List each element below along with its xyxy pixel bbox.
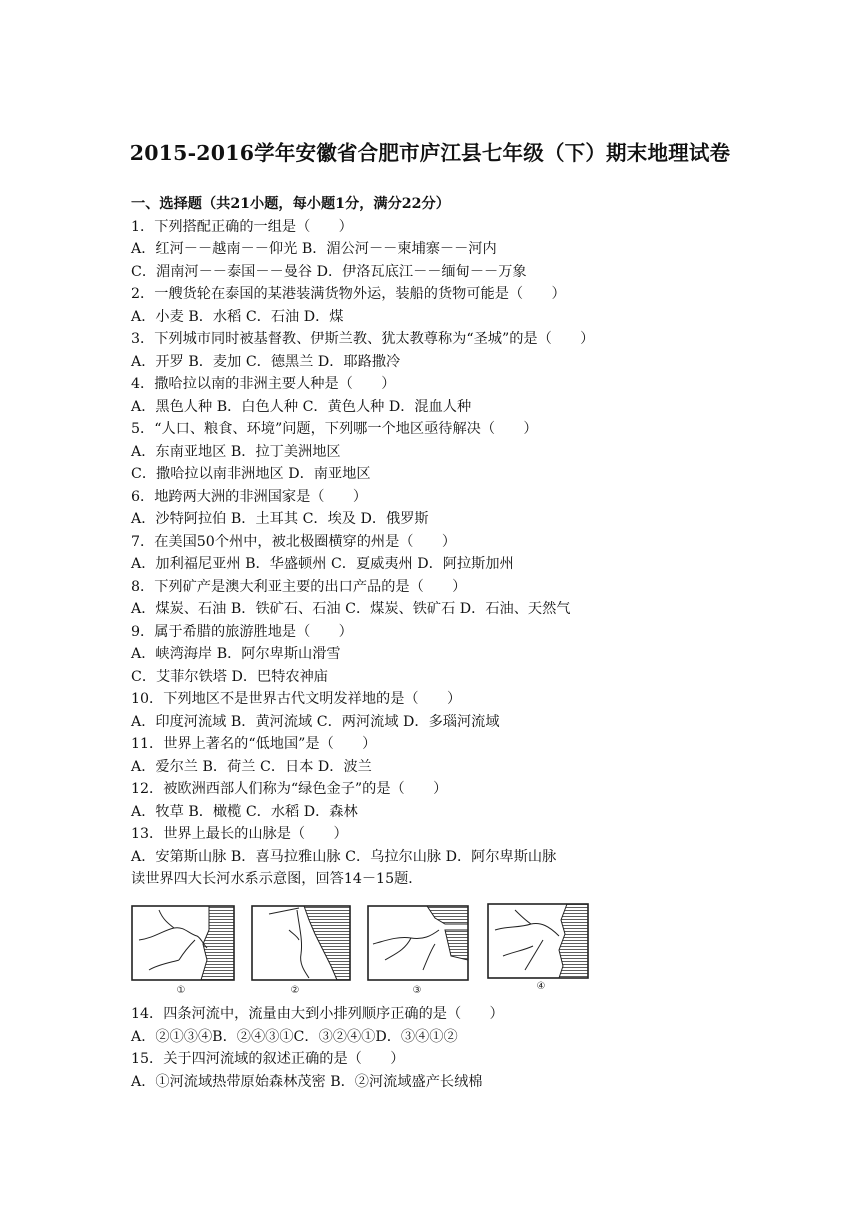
- question-stem: 5．“人口、粮食、环境”问题，下列哪一个地区亟待解决（ ）: [131, 421, 538, 437]
- question-stem: 6．地跨两大洲的非洲国家是（ ）: [131, 488, 368, 505]
- map-label-2: ②: [290, 985, 300, 996]
- question-stem: 11．世界上著名的“低地国”是（ ）: [131, 736, 377, 752]
- question-options: A．②①③④B．②④③①C．③②④①D．③④①②: [131, 1028, 458, 1045]
- question-stem: 13．世界上最长的山脉是（ ）: [131, 826, 348, 842]
- question-options: A．峡湾海岸 B．阿尔卑斯山滑雪: [131, 646, 341, 662]
- question-options: A．印度河流域 B．黄河流域 C．两河流域 D．多瑙河流域: [131, 713, 500, 730]
- question-stem: 9．属于希腊的旅游胜地是（ ）: [131, 623, 353, 640]
- question-options: A．东南亚地区 B．拉丁美洲地区: [131, 443, 341, 460]
- question-options: C．湄南河－－泰国－－曼谷 D．伊洛瓦底江－－缅甸－－万象: [131, 263, 527, 280]
- page-title: 2015-2016学年安徽省合肥市庐江县七年级（下）期末地理试卷: [129, 141, 731, 165]
- question-stem: 12．被欧洲西部人们称为“绿色金子”的是（ ）: [131, 781, 448, 797]
- section-heading: 一、选择题（共21小题，每小题1分，满分22分）: [131, 196, 450, 212]
- question-stem: 2．一艘货轮在泰国的某港装满货物外运，装船的货物可能是（ ）: [131, 286, 566, 302]
- question-options: A．①河流域热带原始森林茂密 B．②河流域盛产长绒棉: [131, 1073, 483, 1090]
- question-options: A．黑色人种 B．白色人种 C．黄色人种 D．混血人种: [131, 398, 472, 415]
- question-options: A．安第斯山脉 B．喜马拉雅山脉 C．乌拉尔山脉 D．阿尔卑斯山脉: [131, 848, 557, 865]
- question-stem: 读世界四大长河水系示意图，回答14－15题．: [131, 871, 423, 887]
- map-label-3: ③: [412, 985, 422, 996]
- river-system-maps: [129, 900, 599, 996]
- question-options: A．开罗 B．麦加 C．德黑兰 D．耶路撒冷: [131, 353, 401, 370]
- question-stem: 8．下列矿产是澳大利亚主要的出口产品的是（ ）: [131, 578, 467, 595]
- question-list-part1: [131, 193, 811, 891]
- river-map-1: [129, 900, 239, 996]
- question-options: A．爱尔兰 B．荷兰 C．日本 D．波兰: [131, 758, 372, 775]
- question-stem: 3．下列城市同时被基督教、伊斯兰教、犹太教尊称为“圣城”的是（ ）: [131, 331, 595, 347]
- question-stem: 4．撒哈拉以南的非洲主要人种是（ ）: [131, 376, 396, 392]
- question-stem: 10．下列地区不是世界古代文明发祥地的是（ ）: [131, 691, 462, 707]
- question-stem: 14．四条河流中，流量由大到小排列顺序正确的是（ ）: [131, 1006, 504, 1022]
- question-options: A．加利福尼亚州 B．华盛顿州 C．夏威夷州 D．阿拉斯加州: [131, 556, 514, 572]
- question-stem: 1．下列搭配正确的一组是（ ）: [131, 218, 353, 235]
- question-options: A．牧草 B．橄榄 C．水稻 D．森林: [131, 803, 358, 820]
- question-list-part2: [131, 1003, 811, 1093]
- river-map-2: [249, 900, 353, 996]
- question-options: A．红河－－越南－－仰光 B．湄公河－－柬埔寨－－河内: [131, 241, 497, 257]
- map-label-4: ④: [536, 981, 546, 992]
- map-label-1: ①: [176, 985, 186, 996]
- river-map-3: [365, 900, 471, 996]
- question-stem: 15．关于四河流域的叙述正确的是（ ）: [131, 1051, 405, 1067]
- question-options: A．煤炭、石油 B．铁矿石、石油 C．煤炭、铁矿石 D．石油、天然气: [131, 601, 571, 617]
- question-options: A．小麦 B．水稻 C．石油 D．煤: [131, 308, 344, 325]
- river-map-4: [485, 900, 591, 996]
- question-options: C．撒哈拉以南非洲地区 D．南亚地区: [131, 466, 371, 482]
- question-options: A．沙特阿拉伯 B．土耳其 C．埃及 D．俄罗斯: [131, 511, 429, 527]
- question-stem: 7．在美国50个州中，被北极圈横穿的州是（ ）: [131, 533, 457, 550]
- question-options: C．艾菲尔铁塔 D．巴特农神庙: [131, 668, 328, 685]
